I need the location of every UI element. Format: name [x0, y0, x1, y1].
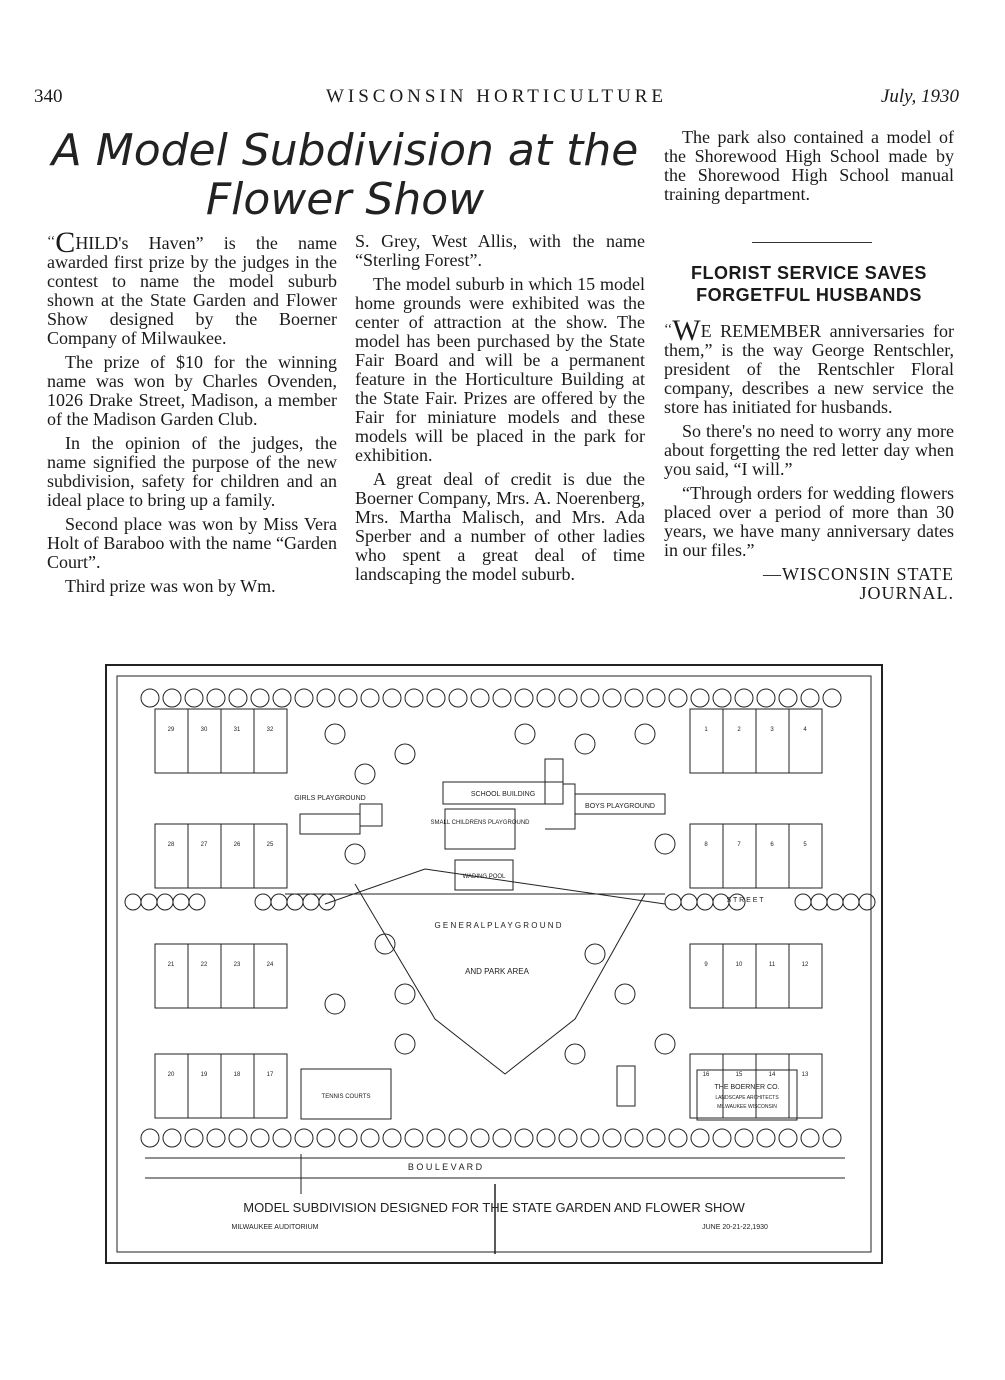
- lot: [723, 944, 756, 1008]
- plan-label-wading: WADING POOL: [462, 874, 506, 880]
- plan-label-boys: BOYS PLAYGROUND: [585, 803, 655, 810]
- lot-number: 24: [266, 962, 274, 968]
- tree: [515, 1129, 533, 1147]
- tree: [515, 724, 535, 744]
- tree: [581, 689, 599, 707]
- sidebar-headline: FLORIST SERVICE SAVES FORGETFUL HUSBANDS: [691, 263, 927, 305]
- lot-number: 12: [801, 962, 809, 968]
- article-column-2: [355, 232, 645, 589]
- plan-label-boerner-2: LANDSCAPE ARCHITECTS: [715, 1095, 779, 1101]
- lot-number: 7: [737, 842, 741, 848]
- tree: [185, 1129, 203, 1147]
- tree: [565, 1044, 585, 1064]
- lot: [254, 709, 287, 773]
- lot-number: 4: [803, 727, 807, 733]
- tree: [287, 894, 303, 910]
- tree: [339, 689, 357, 707]
- tree: [575, 734, 595, 754]
- tree: [515, 689, 533, 707]
- lot-number: 8: [704, 842, 708, 848]
- tree: [449, 689, 467, 707]
- tree: [251, 1129, 269, 1147]
- tree: [255, 894, 271, 910]
- lot: [756, 824, 789, 888]
- subdivision-plan-drawing: [105, 664, 883, 1264]
- tree: [795, 894, 811, 910]
- lot-number: 27: [200, 842, 208, 848]
- plan-subcaption-left: MILWAUKEE AUDITORIUM: [231, 1224, 319, 1231]
- paragraph: The prize of $10 for the winning name was won by Charles Ovenden, 1026 Drake Street, Madison, a member of the Madison Garden Club.: [47, 352, 337, 429]
- tree: [757, 689, 775, 707]
- tree: [713, 689, 731, 707]
- tree: [581, 1129, 599, 1147]
- lot: [221, 1054, 254, 1118]
- tree: [537, 1129, 555, 1147]
- lot-number: 19: [200, 1072, 208, 1078]
- tree: [317, 689, 335, 707]
- paragraph: S. Grey, West Allis, with the name “Sterling Forest”.: [355, 231, 645, 270]
- lot-number: 28: [167, 842, 175, 848]
- article-title-line2: Flower Show: [205, 174, 485, 225]
- lot: [188, 824, 221, 888]
- tree: [801, 689, 819, 707]
- plan-label-general: G E N E R A L P L A Y G R O U N D: [434, 921, 562, 930]
- tree: [713, 1129, 731, 1147]
- tree: [735, 689, 753, 707]
- tree: [405, 689, 423, 707]
- article-column-3: [664, 128, 954, 209]
- lot-number: 11: [768, 962, 776, 968]
- tree: [395, 1034, 415, 1054]
- drop-cap: W: [672, 314, 701, 347]
- tree: [603, 689, 621, 707]
- paragraph: So there's no need to worry any more about forgetting the red letter day when you said, “I will.”: [664, 421, 954, 479]
- tree: [163, 1129, 181, 1147]
- tree: [361, 689, 379, 707]
- lot-number: 18: [233, 1072, 241, 1078]
- tree: [691, 689, 709, 707]
- lot: [188, 944, 221, 1008]
- plan-label-boerner-1: THE BOERNER CO.: [714, 1084, 780, 1091]
- drop-cap: C: [55, 226, 76, 259]
- lot-number: 14: [768, 1072, 776, 1078]
- lot: [789, 709, 822, 773]
- lot: [789, 1054, 822, 1118]
- tree: [559, 1129, 577, 1147]
- lot: [155, 944, 188, 1008]
- tree: [141, 689, 159, 707]
- tree: [801, 1129, 819, 1147]
- article-title-line1: A Model Subdivision at the: [51, 125, 639, 176]
- park-features: [285, 759, 797, 1120]
- tree: [207, 1129, 225, 1147]
- tree: [375, 934, 395, 954]
- tree: [757, 1129, 775, 1147]
- tree: [229, 689, 247, 707]
- lot: [789, 824, 822, 888]
- tree: [647, 689, 665, 707]
- tree: [355, 764, 375, 784]
- plan-subcaption-right: JUNE 20-21-22,1930: [702, 1224, 768, 1231]
- article-column-1: [47, 226, 337, 601]
- tree: [779, 689, 797, 707]
- tree: [615, 984, 635, 1004]
- tree: [665, 894, 681, 910]
- tree: [303, 894, 319, 910]
- tree: [537, 689, 555, 707]
- tree: [319, 894, 335, 910]
- sidebar-article-body: [664, 314, 954, 608]
- lot-number: 17: [266, 1072, 274, 1078]
- lot: [221, 944, 254, 1008]
- tree: [669, 689, 687, 707]
- plan-label-school: SCHOOL BUILDING: [470, 791, 536, 798]
- plan-label-girls: GIRLS PLAYGROUND: [294, 795, 366, 802]
- lot-number: 31: [233, 727, 241, 733]
- tree: [843, 894, 859, 910]
- tree: [229, 1129, 247, 1147]
- tree: [325, 724, 345, 744]
- lot-number: 26: [233, 842, 241, 848]
- lot-number: 30: [200, 727, 208, 733]
- lot: [723, 824, 756, 888]
- tree: [585, 944, 605, 964]
- tree: [185, 689, 203, 707]
- paragraph: “Through orders for wedding flowers placed over a period of more than 30 years, we have many anniversary dates in our files.”: [664, 483, 954, 560]
- plan-label-street: S T R E E T: [726, 897, 764, 904]
- lot: [221, 709, 254, 773]
- tree: [207, 689, 225, 707]
- issue-date: July, 1930: [880, 86, 959, 107]
- tree: [427, 1129, 445, 1147]
- tree: [325, 994, 345, 1014]
- lot: [690, 709, 723, 773]
- tree: [295, 1129, 313, 1147]
- paragraph: [664, 314, 954, 417]
- lot: [723, 709, 756, 773]
- tree: [859, 894, 875, 910]
- tree: [691, 1129, 709, 1147]
- lot-number: 10: [735, 962, 743, 968]
- page-header: [34, 86, 959, 112]
- tree: [173, 894, 189, 910]
- tree: [625, 689, 643, 707]
- paragraph-text: HILD's Haven” is the name awarded first prize by the judges in the contest to name the model suburb shown at the State Garden and Flower Show designed by the Boerner Company of Milwaukee.: [47, 233, 337, 348]
- tree: [635, 724, 655, 744]
- lot-number: 25: [266, 842, 274, 848]
- opening-quote: ‘‘: [664, 322, 673, 337]
- tree: [125, 894, 141, 910]
- lot: [756, 944, 789, 1008]
- tree: [251, 689, 269, 707]
- lot: [789, 944, 822, 1008]
- tree: [655, 834, 675, 854]
- lot-number: 29: [167, 727, 175, 733]
- tree: [339, 1129, 357, 1147]
- tree: [163, 689, 181, 707]
- tree: [823, 1129, 841, 1147]
- tree: [189, 894, 205, 910]
- lot: [254, 944, 287, 1008]
- lot-number: 1: [704, 727, 708, 733]
- plan-labels: [232, 791, 780, 1231]
- opening-quote: ‘‘: [47, 234, 56, 249]
- lot-number: 2: [737, 727, 741, 733]
- lot-number: 20: [167, 1072, 175, 1078]
- lot-number: 13: [801, 1072, 809, 1078]
- paragraph: Second place was won by Miss Vera Holt of Baraboo with the name “Garden Court”.: [47, 514, 337, 572]
- tree: [493, 1129, 511, 1147]
- plan-caption: MODEL SUBDIVISION DESIGNED FOR THE STATE GARDEN AND FLOWER SHOW: [243, 1200, 745, 1215]
- lot: [188, 709, 221, 773]
- tree: [559, 689, 577, 707]
- lot-number: 16: [702, 1072, 710, 1078]
- tree: [141, 1129, 159, 1147]
- paragraph: Third prize was won by Wm.: [65, 576, 276, 596]
- tree: [395, 984, 415, 1004]
- tree: [735, 1129, 753, 1147]
- plan-label-park: AND PARK AREA: [465, 967, 529, 976]
- tree: [681, 894, 697, 910]
- source-credit: —WISCONSIN STATE JOURNAL.: [762, 564, 954, 603]
- paragraph: The park also contained a model of the Shorewood High School made by the Shorewood High School manual training department.: [664, 127, 954, 204]
- tree: [345, 844, 365, 864]
- tree: [493, 689, 511, 707]
- plan-label-boulevard: B O U L E V A R D: [407, 1162, 483, 1172]
- lot-number: 32: [266, 727, 274, 733]
- lot: [756, 709, 789, 773]
- page-number: 340: [34, 86, 63, 107]
- plan-label-boerner-3: MILWAUKEE WISCONSIN: [717, 1104, 777, 1110]
- lot-number: 15: [735, 1072, 743, 1078]
- lot-number: 3: [770, 727, 774, 733]
- lot: [188, 1054, 221, 1118]
- article-title: [40, 126, 650, 224]
- paragraph: In the opinion of the judges, the name signified the purpose of the new subdivision, safety for children and an ideal place to bring up a family.: [47, 433, 337, 510]
- tree: [295, 689, 313, 707]
- tree: [603, 1129, 621, 1147]
- tree: [405, 1129, 423, 1147]
- paragraph: The model suburb in which 15 model home grounds were exhibited was the center of attraction at the show. The model has been purchased by the State Fair Board and will be a permanent feature in the Horticulture Building at the State Fair. Prizes are offered by the Fair for miniature models and these models will be placed in the park for exhibition.: [355, 274, 645, 465]
- lot: [690, 824, 723, 888]
- tree: [655, 1034, 675, 1054]
- tree: [427, 689, 445, 707]
- paragraph: A great deal of credit is due the Boerner Company, Mrs. A. Noerenberg, Mrs. Martha Malisch, and Mrs. Ada Sperber and a number of other ladies who spent a great deal of time landscaping the model suburb.: [355, 469, 645, 584]
- tree: [361, 1129, 379, 1147]
- lot-number: 6: [770, 842, 774, 848]
- plan-label-small: SMALL CHILDRENS PLAYGROUND: [430, 820, 530, 826]
- lot: [155, 824, 188, 888]
- lot: [254, 824, 287, 888]
- tree: [317, 1129, 335, 1147]
- tree: [823, 689, 841, 707]
- lot: [155, 1054, 188, 1118]
- lot-number: 21: [167, 962, 175, 968]
- tree: [383, 1129, 401, 1147]
- paragraph-text: E REMEMBER anniversaries for them,” is the way George Rentschler, president of the Rentschler Floral company, describes a new service the store has initiated for husbands.: [664, 321, 954, 417]
- tree: [669, 1129, 687, 1147]
- lot-number: 9: [704, 962, 708, 968]
- tree: [395, 744, 415, 764]
- lot: [221, 824, 254, 888]
- tree: [141, 894, 157, 910]
- lot-number: 5: [803, 842, 807, 848]
- plan-label-tennis: TENNIS COURTS: [321, 1094, 371, 1100]
- tree: [697, 894, 713, 910]
- tree: [273, 1129, 291, 1147]
- tree: [827, 894, 843, 910]
- tree: [625, 1129, 643, 1147]
- journal-title: WISCONSIN HORTICULTURE: [325, 86, 668, 107]
- lot: [155, 709, 188, 773]
- lot: [690, 944, 723, 1008]
- tree: [647, 1129, 665, 1147]
- lot: [254, 1054, 287, 1118]
- tree-rows: [125, 689, 875, 1147]
- tree: [471, 689, 489, 707]
- tree: [271, 894, 287, 910]
- tree: [811, 894, 827, 910]
- tree: [157, 894, 173, 910]
- section-divider: [752, 242, 872, 243]
- lot-blocks: [155, 709, 822, 1118]
- lot-number: 22: [200, 962, 208, 968]
- lot-number: 23: [233, 962, 241, 968]
- tree: [273, 689, 291, 707]
- tree: [779, 1129, 797, 1147]
- tree: [449, 1129, 467, 1147]
- tree: [471, 1129, 489, 1147]
- paragraph: [47, 226, 337, 348]
- tree: [383, 689, 401, 707]
